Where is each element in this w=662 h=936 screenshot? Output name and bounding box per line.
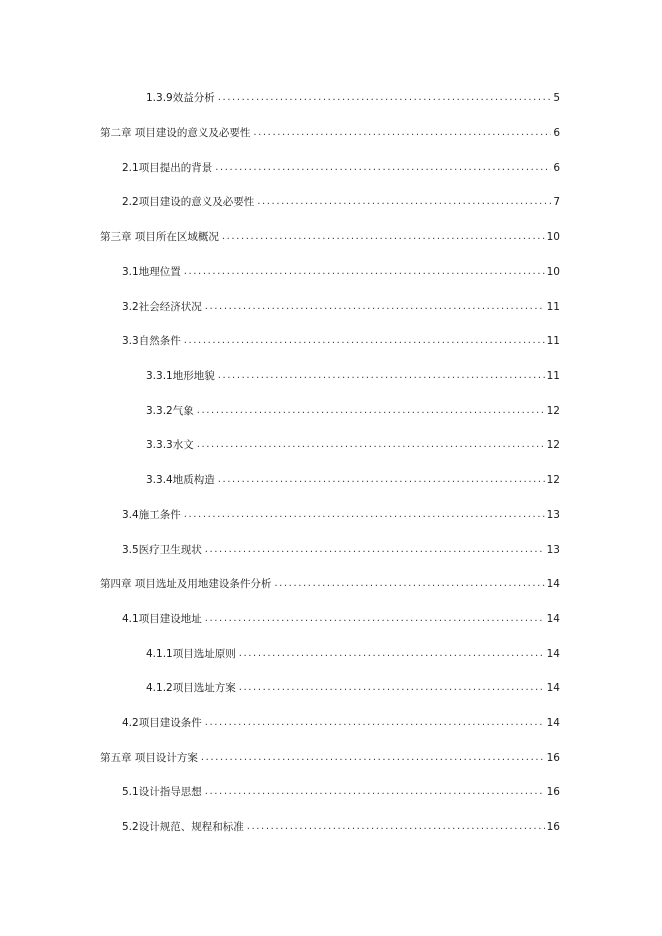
toc-entry-title: 第二章 项目建设的意义及必要性 [100,127,251,139]
toc-dot-leader [205,300,545,314]
toc-entry-title: 1.3.9效益分析 [146,92,215,104]
toc-dot-leader [184,265,545,279]
toc-entry[interactable] [122,506,560,522]
toc-dot-leader [218,473,545,487]
toc-dot-leader [184,508,545,522]
toc-entry-page: 13 [546,509,560,521]
toc-entry-title: 3.3.1地形地貌 [146,370,215,382]
toc-dot-leader [222,230,545,244]
toc-entry-title: 2.2项目建设的意义及必要性 [122,196,255,208]
toc-dot-leader [257,195,551,209]
toc-entry[interactable] [122,193,560,209]
toc-entry[interactable] [122,818,560,834]
toc-entry-page: 14 [546,648,560,660]
toc-entry-page: 14 [546,682,560,694]
toc-entry[interactable] [100,749,560,765]
toc-entry-title: 3.3.2气象 [146,405,194,417]
toc-entry-page: 16 [546,786,560,798]
toc-entry-title: 3.3.3水文 [146,439,194,451]
toc-entry[interactable] [122,298,560,314]
toc-entry[interactable] [100,124,560,140]
toc-dot-leader [239,647,545,661]
toc-entry-title: 5.1设计指导思想 [122,786,202,798]
toc-entry[interactable] [146,645,560,661]
toc-entry-page: 16 [546,821,560,833]
toc-entry-title: 4.1.1项目选址原则 [146,648,236,660]
toc-entry[interactable] [146,471,560,487]
toc-entry-title: 3.4施工条件 [122,509,181,521]
toc-entry-page: 6 [553,162,560,174]
toc-entry-page: 12 [546,439,560,451]
toc-entry-page: 16 [546,752,560,764]
toc-entry[interactable] [146,402,560,418]
toc-entry-page: 14 [546,613,560,625]
toc-entry[interactable] [100,228,560,244]
toc-dot-leader [205,785,545,799]
toc-entry[interactable] [122,541,560,557]
toc-entry-title: 5.2设计规范、规程和标准 [122,821,244,833]
toc-dot-leader [205,612,545,626]
toc-entry-page: 14 [546,717,560,729]
toc-entry-page: 6 [553,127,560,139]
toc-dot-leader [205,716,545,730]
toc-entry[interactable] [146,436,560,452]
toc-dot-leader [197,404,545,418]
toc-entry[interactable] [100,575,560,591]
toc-entry-title: 3.5医疗卫生现状 [122,544,202,556]
toc-entry-title: 4.1项目建设地址 [122,613,202,625]
toc-entry-page: 5 [553,92,560,104]
toc-dot-leader [274,577,544,591]
toc-entry-title: 3.3自然条件 [122,335,181,347]
toc-entry-page: 11 [546,335,560,347]
toc-entry-title: 4.1.2项目选址方案 [146,682,236,694]
toc-entry[interactable] [122,159,560,175]
toc-entry-page: 10 [546,231,560,243]
toc-dot-leader [218,369,545,383]
toc-entry[interactable] [122,610,560,626]
toc-entry-title: 3.1地理位置 [122,266,181,278]
toc-entry[interactable] [122,332,560,348]
toc-entry-title: 2.1项目提出的背景 [122,162,213,174]
toc-entry[interactable] [146,679,560,695]
toc-entry-page: 10 [546,266,560,278]
toc-entry-title: 第四章 项目选址及用地建设条件分析 [100,578,272,590]
toc-entry-page: 12 [546,405,560,417]
toc-entry-title: 第三章 项目所在区域概况 [100,231,219,243]
toc-entry[interactable] [146,89,560,105]
toc-entry-page: 12 [546,474,560,486]
toc-entry-title: 第五章 项目设计方案 [100,752,198,764]
toc-entry[interactable] [122,783,560,799]
toc-entry-page: 13 [546,544,560,556]
toc-entry[interactable] [122,714,560,730]
toc-dot-leader [201,751,545,765]
toc-entry-page: 11 [546,370,560,382]
toc-dot-leader [247,820,545,834]
toc-dot-leader [239,681,545,695]
toc-entry-title: 4.2项目建设条件 [122,717,202,729]
toc-dot-leader [184,334,545,348]
toc-entry[interactable] [146,367,560,383]
toc-dot-leader [253,126,551,140]
toc-entry-page: 7 [553,196,560,208]
toc-dot-leader [218,91,552,105]
toc-dot-leader [215,161,551,175]
toc-dot-leader [205,543,545,557]
toc-entry[interactable] [122,263,560,279]
toc-entry-page: 14 [546,578,560,590]
toc-entry-title: 3.3.4地质构造 [146,474,215,486]
toc-entry-title: 3.2社会经济状况 [122,301,202,313]
toc-dot-leader [197,438,545,452]
toc-entry-page: 11 [546,301,560,313]
